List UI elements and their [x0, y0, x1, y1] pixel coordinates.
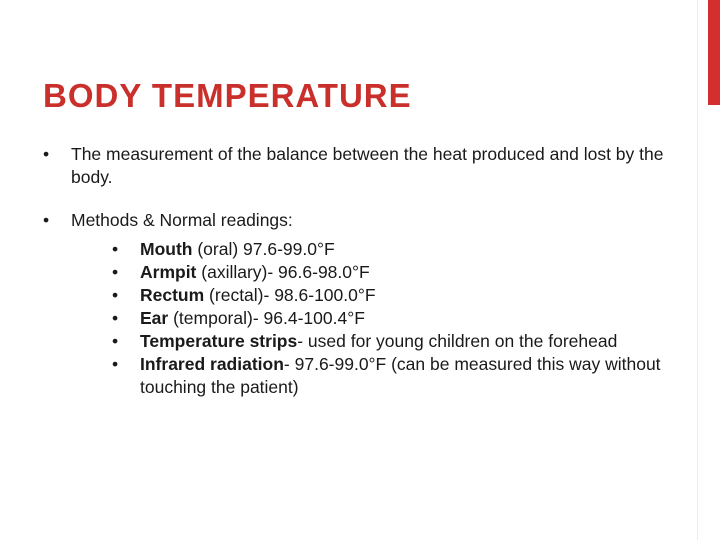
methods-list: [71, 238, 676, 399]
method-detail: (axillary)- 96.6-98.0°F: [196, 262, 370, 282]
bullet-glyph: •: [112, 262, 119, 282]
bullet-definition: [36, 143, 676, 189]
bullet-glyph: •: [112, 354, 119, 374]
method-term: Ear: [140, 308, 169, 328]
accent-bar: [708, 0, 720, 105]
method-detail: - used for young children on the forehead: [297, 331, 618, 351]
bullet-glyph: •: [43, 210, 50, 230]
method-term: Temperature strips: [140, 331, 298, 351]
method-item-rectum: [71, 284, 676, 307]
bullet-text: Methods & Normal readings:: [71, 210, 293, 230]
method-item-temperature-strips: [71, 330, 676, 353]
method-item-armpit: [71, 261, 676, 284]
method-term: Rectum: [140, 285, 205, 305]
bullet-text: The measurement of the balance between the heat produced and lost by the body.: [71, 144, 664, 187]
method-term: Armpit: [140, 262, 197, 282]
method-detail: (oral) 97.6-99.0°F: [192, 239, 335, 259]
method-item-mouth: [71, 238, 676, 261]
method-item-infrared-radiation: [71, 353, 676, 399]
method-detail: (rectal)- 98.6-100.0°F: [204, 285, 376, 305]
bullet-glyph: •: [112, 239, 119, 259]
slide-edge-line: [697, 0, 698, 540]
method-term: Infrared radiation: [140, 354, 284, 374]
method-detail: (temporal)- 96.4-100.4°F: [168, 308, 365, 328]
method-term: Mouth: [140, 239, 193, 259]
bullet-glyph: •: [43, 144, 50, 164]
bullet-methods: [36, 209, 676, 399]
bullet-glyph: •: [112, 331, 119, 351]
bullet-glyph: •: [112, 308, 119, 328]
slide-title: BODY TEMPERATURE: [43, 77, 412, 114]
bullet-glyph: •: [112, 285, 119, 305]
method-item-ear: [71, 307, 676, 330]
method-detail: - 97.6-99.0°F (can be measured this way without touching the patient): [140, 354, 661, 397]
slide-content: [36, 143, 676, 419]
